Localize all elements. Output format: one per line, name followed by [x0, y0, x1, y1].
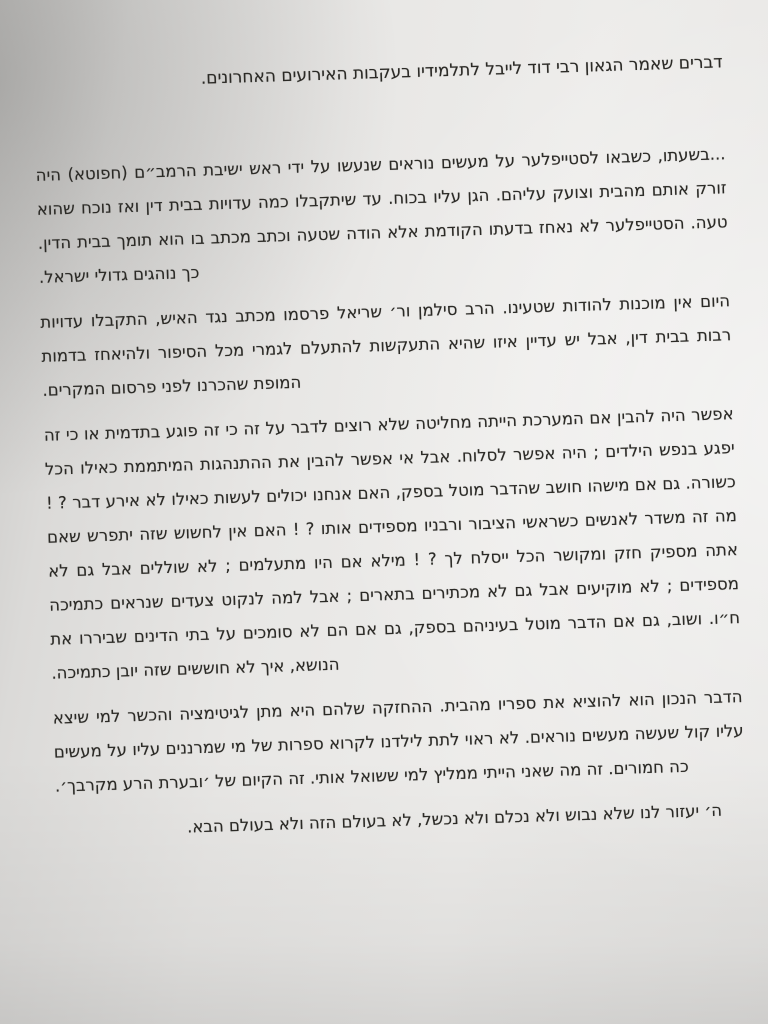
letter-paragraph-3: אפשר היה להבין אם המערכת הייתה מחליטה שלא רוצים לדבר על זה כי זה פוגע בתדמית או כי זה יפגע בנפש הילדים ; היה אפשר לסלוח. אבל אי אפשר להבין את ההתנהגות המיתממת כאילו הכל כשורה. גם אם מישהו חושב שהדבר מוטל בספק, האם אנחנו יכולים לעשות כאילו לא אירע דבר ? ! מה זה משדר לאנשים כשראשי הציבור ורבניו מספידים אותו ? ! האם אין לחשוש שזה יתפרש שאם אתה מספיק חזק ומקושר הכל ייסלח לך ? ! מילא אם היו מתעלמים ; לא שוללים אבל גם לא מספידים ; לא מוקיעים אבל גם לא מכתירים בתארים ; אבל למה לנקוט צעדים שנראים כתמיכה ח״ו. ושוב, גם אם הדבר מוטל בעיניהם בספק, גם אם הם לא סומכים על בתי הדינים שביררו את הנושא, איך לא חוששים שזה יובן כתמיכה.: [43, 404, 741, 683]
letter-paragraph-4: הדבר הנכון הוא להוציא את ספריו מהבית. ההחזקה שלהם היא מתן לגיטימציה והכשר למי שיצא עליו קול שעשה מעשים נוראים. לא ראוי לתת לילדנו לקרוא ספרות של מי שמרננים עליו על מעשים כה חמורים. זה מה שאני הייתי ממליץ למי ששואל אותי. זה הקיום של ׳ובערת הרע מקרבך׳.: [52, 687, 744, 796]
letter-paragraph-2: היום אין מוכנות להודות שטעינו. הרב סילמן ור׳ שריאל פרסמו מכתב נגד האיש, התקבלו עדויות רבות בבית דין, אבל יש עדיין איזו שהיא התעקשות להתעלם לגמרי מכל הסיפור ולהיאחז בדמות המופת שהכרנו לפני פרסום המקרים.: [40, 291, 732, 400]
letter-closing-line: ה׳ יעזור לנו שלא נבוש ולא נכלם ולא נכשל, לא בעולם הזה ולא בעולם הבא.: [186, 800, 723, 837]
letter-title: דברים שאמר הגאון רבי דוד לייבל לתלמידיו בעקבות האירועים האחרונים.: [200, 52, 723, 89]
letter-page: [32, 45, 746, 848]
letter-paragraph-1: ...בשעתו, כשבאו לסטייפלער על מעשים נוראים שנעשו על ידי ראש ישיבת הרמב״ם (חפוטא) היה זורק אותם מהבית וצועק עליהם. הגן עליו בכוח. עד שיתקבלו כמה עדויות בבית דין ואז נוכח שהוא טעה. הסטייפלער לא נאחז בדעתו הקודמת אלא הודה שטעה וכתב מכתב בו הוא תומך בבית הדין. כך נוהגים גדולי ישראל.: [35, 144, 728, 287]
